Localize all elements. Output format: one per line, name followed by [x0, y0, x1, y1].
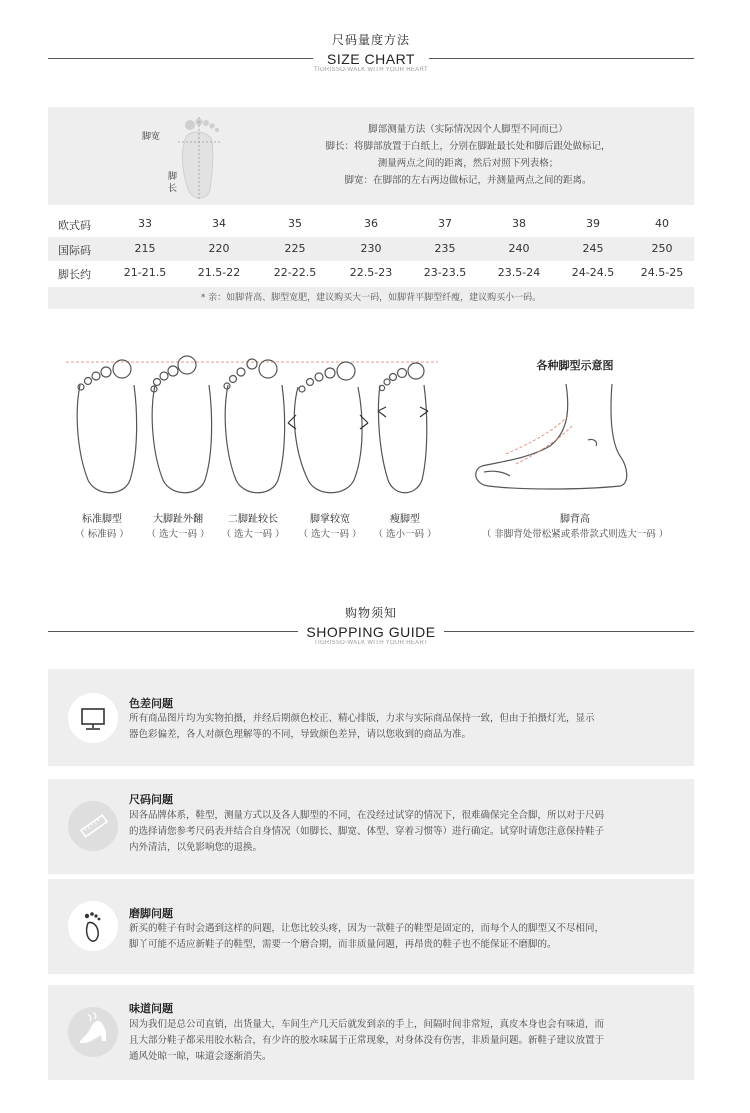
foot-type-advice: （ 选大一码 ） — [298, 529, 362, 540]
size-cell: 240 — [508, 242, 530, 255]
shopping-guide-tagline: TIGRISSO-WALK WITH YOUR HEART — [314, 640, 428, 646]
guide-body — [129, 921, 684, 953]
divider-right — [444, 631, 694, 632]
size-cell: 33 — [138, 217, 152, 230]
size-cell: 35 — [288, 217, 302, 230]
shopping-guide-title-cn: 购物须知 — [344, 606, 397, 620]
guide-line: 且大部分鞋子都采用胶水粘合，有少许的胶水味属于正常现象，对身体没有伤害，非质量问题。新鞋子建议放置于 — [129, 1035, 605, 1046]
foot-type-name: 二脚趾较长 — [228, 514, 278, 525]
guide-line: 因各品牌体系，鞋型，测量方式以及各人脚型的不同，在没经过试穿的情况下，很难确保完全合脚，所以对于尺码 — [129, 810, 605, 821]
size-cell: 215 — [134, 242, 156, 255]
size-chart-title-en: SIZE CHART — [321, 51, 421, 67]
guide-card-color — [48, 669, 694, 766]
measure-instructions — [258, 121, 678, 189]
guide-line: 所有商品图片均为实物拍摄，并经后期颜色校正、精心排版，力求与实际商品保持一致，但由于拍摄灯光，显示 — [129, 713, 595, 724]
size-cell: 39 — [586, 217, 600, 230]
foot-type-advice: （ 标准码 ） — [75, 529, 129, 540]
size-row-eu — [48, 212, 694, 236]
guide-line: 器色彩偏差，各人对颜色理解等的不同，导致颜色差异，请以您收到的商品为准。 — [129, 729, 472, 740]
guide-card-friction — [48, 879, 694, 974]
foot-width-label: 脚宽 — [142, 132, 161, 142]
foot-types-diagram-title: 各种脚型示意图 — [536, 359, 614, 372]
size-row-label: 脚长约 — [58, 268, 91, 281]
foot-measure-icon — [168, 111, 228, 203]
guide-title: 磨脚问题 — [129, 907, 173, 920]
divider-left — [48, 631, 298, 632]
size-cell: 24.5-25 — [640, 266, 684, 279]
size-advice-note: * 亲：如脚背高、脚型宽肥，建议购买大一码，如脚背平脚型纤瘦，建议购买小一码。 — [48, 287, 694, 309]
size-row-intl — [48, 237, 694, 261]
guide-body — [129, 808, 684, 856]
measure-line: 测量两点之间的距离，然后对照下列表格； — [377, 158, 559, 169]
foot-type-name: 大脚趾外翻 — [153, 514, 203, 525]
footprint-icon — [68, 901, 118, 951]
size-cell: 21-21.5 — [123, 266, 167, 279]
instep-name: 脚背高 — [560, 514, 590, 525]
size-cell: 225 — [284, 242, 306, 255]
size-cell: 220 — [208, 242, 230, 255]
size-row-length — [48, 261, 694, 285]
shopping-guide-header — [48, 604, 694, 646]
size-cell: 21.5-22 — [197, 266, 241, 279]
high-heel-icon — [68, 1007, 118, 1057]
size-cell: 34 — [212, 217, 226, 230]
guide-line: 新买的鞋子有时会遇到这样的问题，让您比较头疼，因为一款鞋子的鞋型是固定的，而每个人的脚型又不尽相同， — [129, 923, 605, 934]
size-cell: 22-22.5 — [273, 266, 317, 279]
foot-type-advice: （ 选大一码 ） — [146, 529, 210, 540]
foot-length-label: 脚长 — [168, 172, 178, 194]
measure-line: 脚长：将脚部放置于白纸上，分别在脚趾最长处和脚后跟处做标记， — [325, 141, 611, 152]
size-cell: 235 — [434, 242, 456, 255]
size-cell: 230 — [360, 242, 382, 255]
measure-line: 脚部测量方法（实际情况因个人脚型不同而已） — [368, 124, 568, 135]
size-cell: 23-23.5 — [423, 266, 467, 279]
foot-type-advice: （ 选小一码 ） — [373, 529, 437, 540]
divider-left — [48, 58, 313, 59]
size-chart-tagline: TIGRISSO-WALK WITH YOUR HEART — [314, 67, 428, 73]
size-cell: 22.5-23 — [349, 266, 393, 279]
guide-card-size — [48, 779, 694, 874]
guide-body — [129, 1017, 684, 1065]
size-chart-header — [48, 31, 694, 73]
size-cell: 24-24.5 — [571, 266, 615, 279]
guide-line: 因为我们是总公司直销，出货量大，车间生产几天后就发到亲的手上，间隔时间非常短，真皮本身也会有味道，而 — [129, 1019, 605, 1030]
high-instep-illustration — [470, 380, 650, 500]
foot-type-name: 标准脚型 — [82, 514, 122, 525]
foot-type-name: 瘦脚型 — [390, 514, 420, 525]
divider-right — [429, 58, 694, 59]
size-cell: 245 — [582, 242, 604, 255]
measure-line: 脚宽：在脚部的左右两边做标记，并测量两点之间的距离。 — [344, 175, 592, 186]
guide-card-odor — [48, 985, 694, 1080]
guide-body — [129, 711, 684, 743]
foot-type-advice: （ 选大一码 ） — [221, 529, 285, 540]
ruler-icon — [68, 801, 118, 851]
guide-title: 味道问题 — [129, 1002, 173, 1015]
foot-type-name: 脚掌较宽 — [310, 514, 350, 525]
measure-method-box — [48, 107, 694, 205]
size-cell: 23.5-24 — [497, 266, 541, 279]
guide-title: 尺码问题 — [129, 793, 173, 806]
guide-line: 内外清洁，以免影响您的退换。 — [129, 842, 263, 853]
size-cell: 40 — [655, 217, 669, 230]
size-cell: 38 — [512, 217, 526, 230]
size-cell: 250 — [651, 242, 673, 255]
size-row-label: 欧式码 — [58, 219, 91, 232]
size-cell: 37 — [438, 217, 452, 230]
guide-title: 色差问题 — [129, 697, 173, 710]
size-cell: 36 — [364, 217, 378, 230]
guide-line: 脚丫可能不适应新鞋子的鞋型，需要一个磨合期，而非质量问题，再昂贵的鞋子也不能保证不磨脚的。 — [129, 939, 557, 950]
guide-line: 的选择请您参考尺码表并结合自身情况（如脚长、脚宽、体型、穿着习惯等）进行确定。试穿时请您注意保持鞋子 — [129, 826, 605, 837]
size-chart-title-cn: 尺码量度方法 — [331, 33, 410, 47]
shopping-guide-title-en: SHOPPING GUIDE — [300, 624, 441, 640]
instep-advice: （ 非脚背处带松紧或系带款式则选大一码 ） — [481, 529, 669, 540]
size-row-label: 国际码 — [58, 244, 91, 257]
guide-line: 通风处晾一晾，味道会逐渐消失。 — [129, 1051, 272, 1062]
monitor-icon — [68, 693, 118, 743]
foot-types-illustration — [60, 345, 450, 505]
